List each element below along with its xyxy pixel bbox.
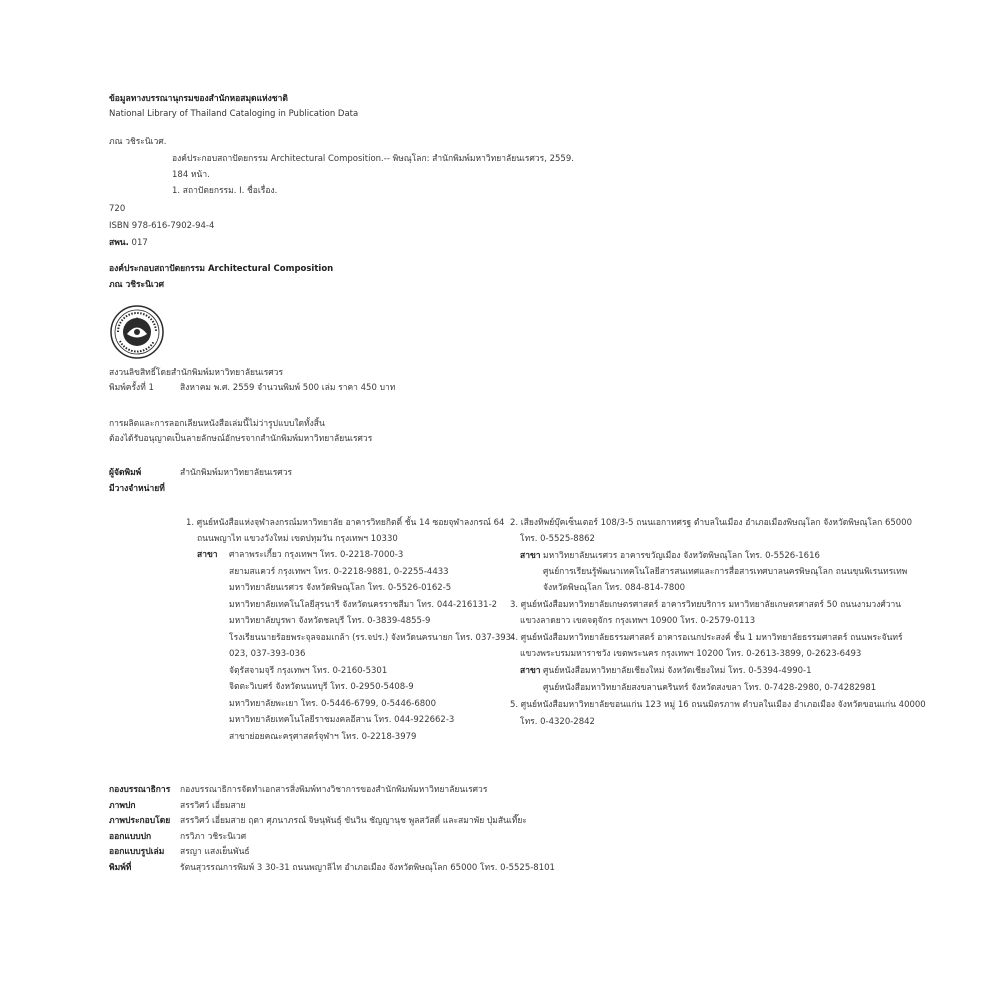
credit-label: ออกแบบปก: [109, 831, 152, 842]
university-seal-logo: [110, 305, 164, 359]
distributor-3-line-2: แขวงลาดยาว เขตจตุจักร กรุงเทพฯ 10900 โทร. 0-2579-0113: [520, 616, 756, 626]
edition-value: สิงหาคม พ.ศ. 2559 จำนวนพิมพ์ 500 เล่ม ราคา 450 บาท: [180, 383, 396, 393]
book-author: ภณ วชิระนิเวศ: [109, 280, 165, 290]
cip-code-label: สพน.: [109, 238, 129, 248]
distributor-4-branch-label: สาขา: [520, 666, 541, 676]
notice-line-1: การผลิตและการลอกเลียนหนังสือเล่มนี้ไม่ว่ารูปแบบใดทั้งสิ้น: [109, 419, 325, 429]
branch-item: สาขาย่อยคณะครุศาสตร์จุฬาฯ โทร. 0-2218-3979: [229, 731, 417, 742]
branch-item: มหาวิทยาลัยนเรศวร จังหวัดพิษณุโลก โทร. 0-5526-0162-5: [229, 583, 452, 593]
distributor-2-sub-2: จังหวัดพิษณุโลก โทร. 084-814-7800: [543, 583, 686, 593]
credit-label: ภาพปก: [109, 800, 136, 811]
distributor-4-line-2: แขวงพระบรมมหาราชวัง เขตพระนคร กรุงเทพฯ 10200 โทร. 0-2613-3899, 0-2623-6493: [520, 649, 862, 659]
credit-value: สรญา แสงเย็นพันธ์: [180, 847, 250, 857]
publisher-value: สำนักพิมพ์มหาวิทยาลัยนเรศวร: [180, 468, 293, 478]
distributors-label: มีวางจำหน่ายที่: [109, 484, 165, 494]
cip-isbn: ISBN 978-616-7902-94-4: [109, 221, 215, 231]
distributor-1-line-2: ถนนพญาไท แขวงวังใหม่ เขตปทุมวัน กรุงเทพฯ 10330: [197, 534, 398, 544]
branch-item: จัตุรัสจามจุรี กรุงเทพฯ โทร. 0-2160-5301: [229, 665, 388, 676]
branch-item: มหาวิทยาลัยเทคโนโลยีราชมงคลอีสาน โทร. 044-922662-3: [229, 715, 455, 725]
branch-item: สยามสแควร์ กรุงเทพฯ โทร. 0-2218-9881, 0-2255-4433: [229, 566, 449, 577]
copyright-line: สงวนลิขสิทธิ์โดยสำนักพิมพ์มหาวิทยาลัยนเรศวร: [109, 368, 284, 378]
distributor-2-branch: มหาวิทยาลัยนเรศวร อาคารขวัญเมือง จังหวัดพิษณุโลก โทร. 0-5526-1616: [543, 551, 820, 561]
distributor-2-branch-label: สาขา: [520, 551, 541, 561]
cip-code-value: 017: [131, 238, 148, 248]
distributor-5-line-1: 5. ศูนย์หนังสือมหาวิทยาลัยขอนแก่น 123 หมู่ 16 ถนนมิตรภาพ ตำบลในเมือง อำเภอเมือง จังหวัดขอนแก่น 40000: [510, 700, 926, 710]
branch-item: ศาลาพระเกี้ยว กรุงเทพฯ โทร. 0-2218-7000-3: [229, 550, 404, 560]
credit-value: รัตนสุวรรณการพิมพ์ 3 30-31 ถนนพญาลิไท อำเภอเมือง จังหวัดพิษณุโลก 65000 โทร. 0-5525-8101: [180, 862, 555, 873]
credit-value: สรรวิศว์ เอี่ยมสาย ฤตา ศุภนาภรณ์ จิษนุพันธุ์ ขันวิน ชัญญานุช พูลสวัสดิ์ และสมาพัย ปุ่มสันเที๊ยะ: [180, 816, 527, 826]
cip-title-line: องค์ประกอบสถาปัตยกรรม Architectural Composition.-- พิษณุโลก: สำนักพิมพ์มหาวิทยาลัยนเรศวร, 2559.: [172, 154, 574, 164]
distributor-2-line-1: 2. เสียงทิพย์บุ๊คเซ็นเตอร์ 108/3-5 ถนนเอกาทศรฐ ตำบลในเมือง อำเภอเมืองพิษณุโลก จังหวัดพิษณุโลก 65000: [510, 518, 912, 528]
credit-label: ออกแบบรูปเล่ม: [109, 847, 165, 857]
cip-subjects: 1. สถาปัตยกรรม. I. ชื่อเรื่อง.: [172, 186, 278, 196]
book-title: องค์ประกอบสถาปัตยกรรม Architectural Composition: [109, 264, 334, 274]
distributor-1-branch-label: สาขา: [197, 550, 218, 560]
credit-label: พิมพ์ที่: [109, 862, 132, 873]
distributor-2-sub-1: ศูนย์การเรียนรู้พัฒนาเทคโนโลยีสารสนเทศและการสื่อสารเทศบาลนครพิษณุโลก ถนนขุนพิเรนทรเทพ: [543, 567, 908, 577]
distributor-4-sub: ศูนย์หนังสือมหาวิทยาลัยสงขลานครินทร์ จังหวัดสงขลา โทร. 0-7428-2980, 0-74282981: [543, 683, 877, 693]
credit-value: กองบรรณาธิการจัดทำเอกสารสิ่งพิมพ์ทางวิชาการของสำนักพิมพ์มหาวิทยาลัยนเรศวร: [180, 785, 488, 795]
distributor-1-line-1: 1. ศูนย์หนังสือแห่งจุฬาลงกรณ์มหาวิทยาลัย อาคารวิทยกิตติ์ ชั้น 14 ซอยจุฬาลงกรณ์ 64: [186, 518, 505, 528]
cip-pages: 184 หน้า.: [172, 170, 210, 180]
cip-code: [109, 238, 148, 248]
distributor-3-line-1: 3. ศูนย์หนังสือมหาวิทยาลัยเกษตรศาสตร์ อาคารวิทยบริการ มหาวิทยาลัยเกษตรศาสตร์ 50 ถนนงามวงศ์วาน: [510, 600, 902, 610]
distributor-2-line-2: โทร. 0-5525-8862: [520, 534, 595, 544]
distributor-4-line-1: 4. ศูนย์หนังสือมหาวิทยาลัยธรรมศาสตร์ อาคารอเนกประสงค์ ชั้น 1 มหาวิทยาลัยธรรมศาสตร์ ถนนพระจันทร์: [510, 633, 903, 643]
publisher-label: ผู้จัดพิมพ์: [109, 468, 142, 478]
edition-label: พิมพ์ครั้งที่ 1: [109, 383, 154, 393]
branch-item: 023, 037-393-036: [229, 649, 306, 659]
distributor-4-branch: ศูนย์หนังสือมหาวิทยาลัยเชียงใหม่ จังหวัดเชียงใหม่ โทร. 0-5394-4990-1: [543, 666, 812, 676]
cip-heading-en: National Library of Thailand Cataloging in Publication Data: [109, 109, 359, 119]
credit-label: กองบรรณาธิการ: [109, 785, 171, 795]
branch-item: มหาวิทยาลัยเทคโนโลยีสุรนารี จังหวัดนครราชสีมา โทร. 044-216131-2: [229, 599, 498, 610]
notice-line-2: ต้องได้รับอนุญาตเป็นลายลักษณ์อักษรจากสำนักพิมพ์มหาวิทยาลัยนเรศวร: [109, 434, 373, 444]
distributor-5-line-2: โทร. 0-4320-2842: [520, 717, 595, 727]
branch-item: มหาวิทยาลัยบูรพา จังหวัดชลบุรี โทร. 0-3839-4855-9: [229, 616, 431, 626]
cip-author: ภณ วชิระนิเวศ.: [109, 137, 167, 147]
credit-value: สรรวิศว์ เอี่ยมสาย: [180, 800, 246, 811]
branch-item: มหาวิทยาลัยพะเยา โทร. 0-5446-6799, 0-5446-6800: [229, 698, 436, 709]
branch-item: จิตตะวิเบศร์ จังหวัดนนทบุรี โทร. 0-2950-5408-9: [229, 682, 414, 692]
credit-label: ภาพประกอบโดย: [109, 816, 171, 826]
cip-class-no: 720: [109, 204, 126, 214]
credit-value: กรวิภา วชิระนิเวศ: [180, 831, 247, 842]
cip-heading-th: ข้อมูลทางบรรณานุกรมของสำนักหอสมุดแห่งชาติ: [109, 94, 288, 104]
branch-item: โรงเรียนนายร้อยพระจุลจอมเกล้า (รร.จปร.) จังหวัดนครนายก โทร. 037-393-: [229, 632, 515, 643]
